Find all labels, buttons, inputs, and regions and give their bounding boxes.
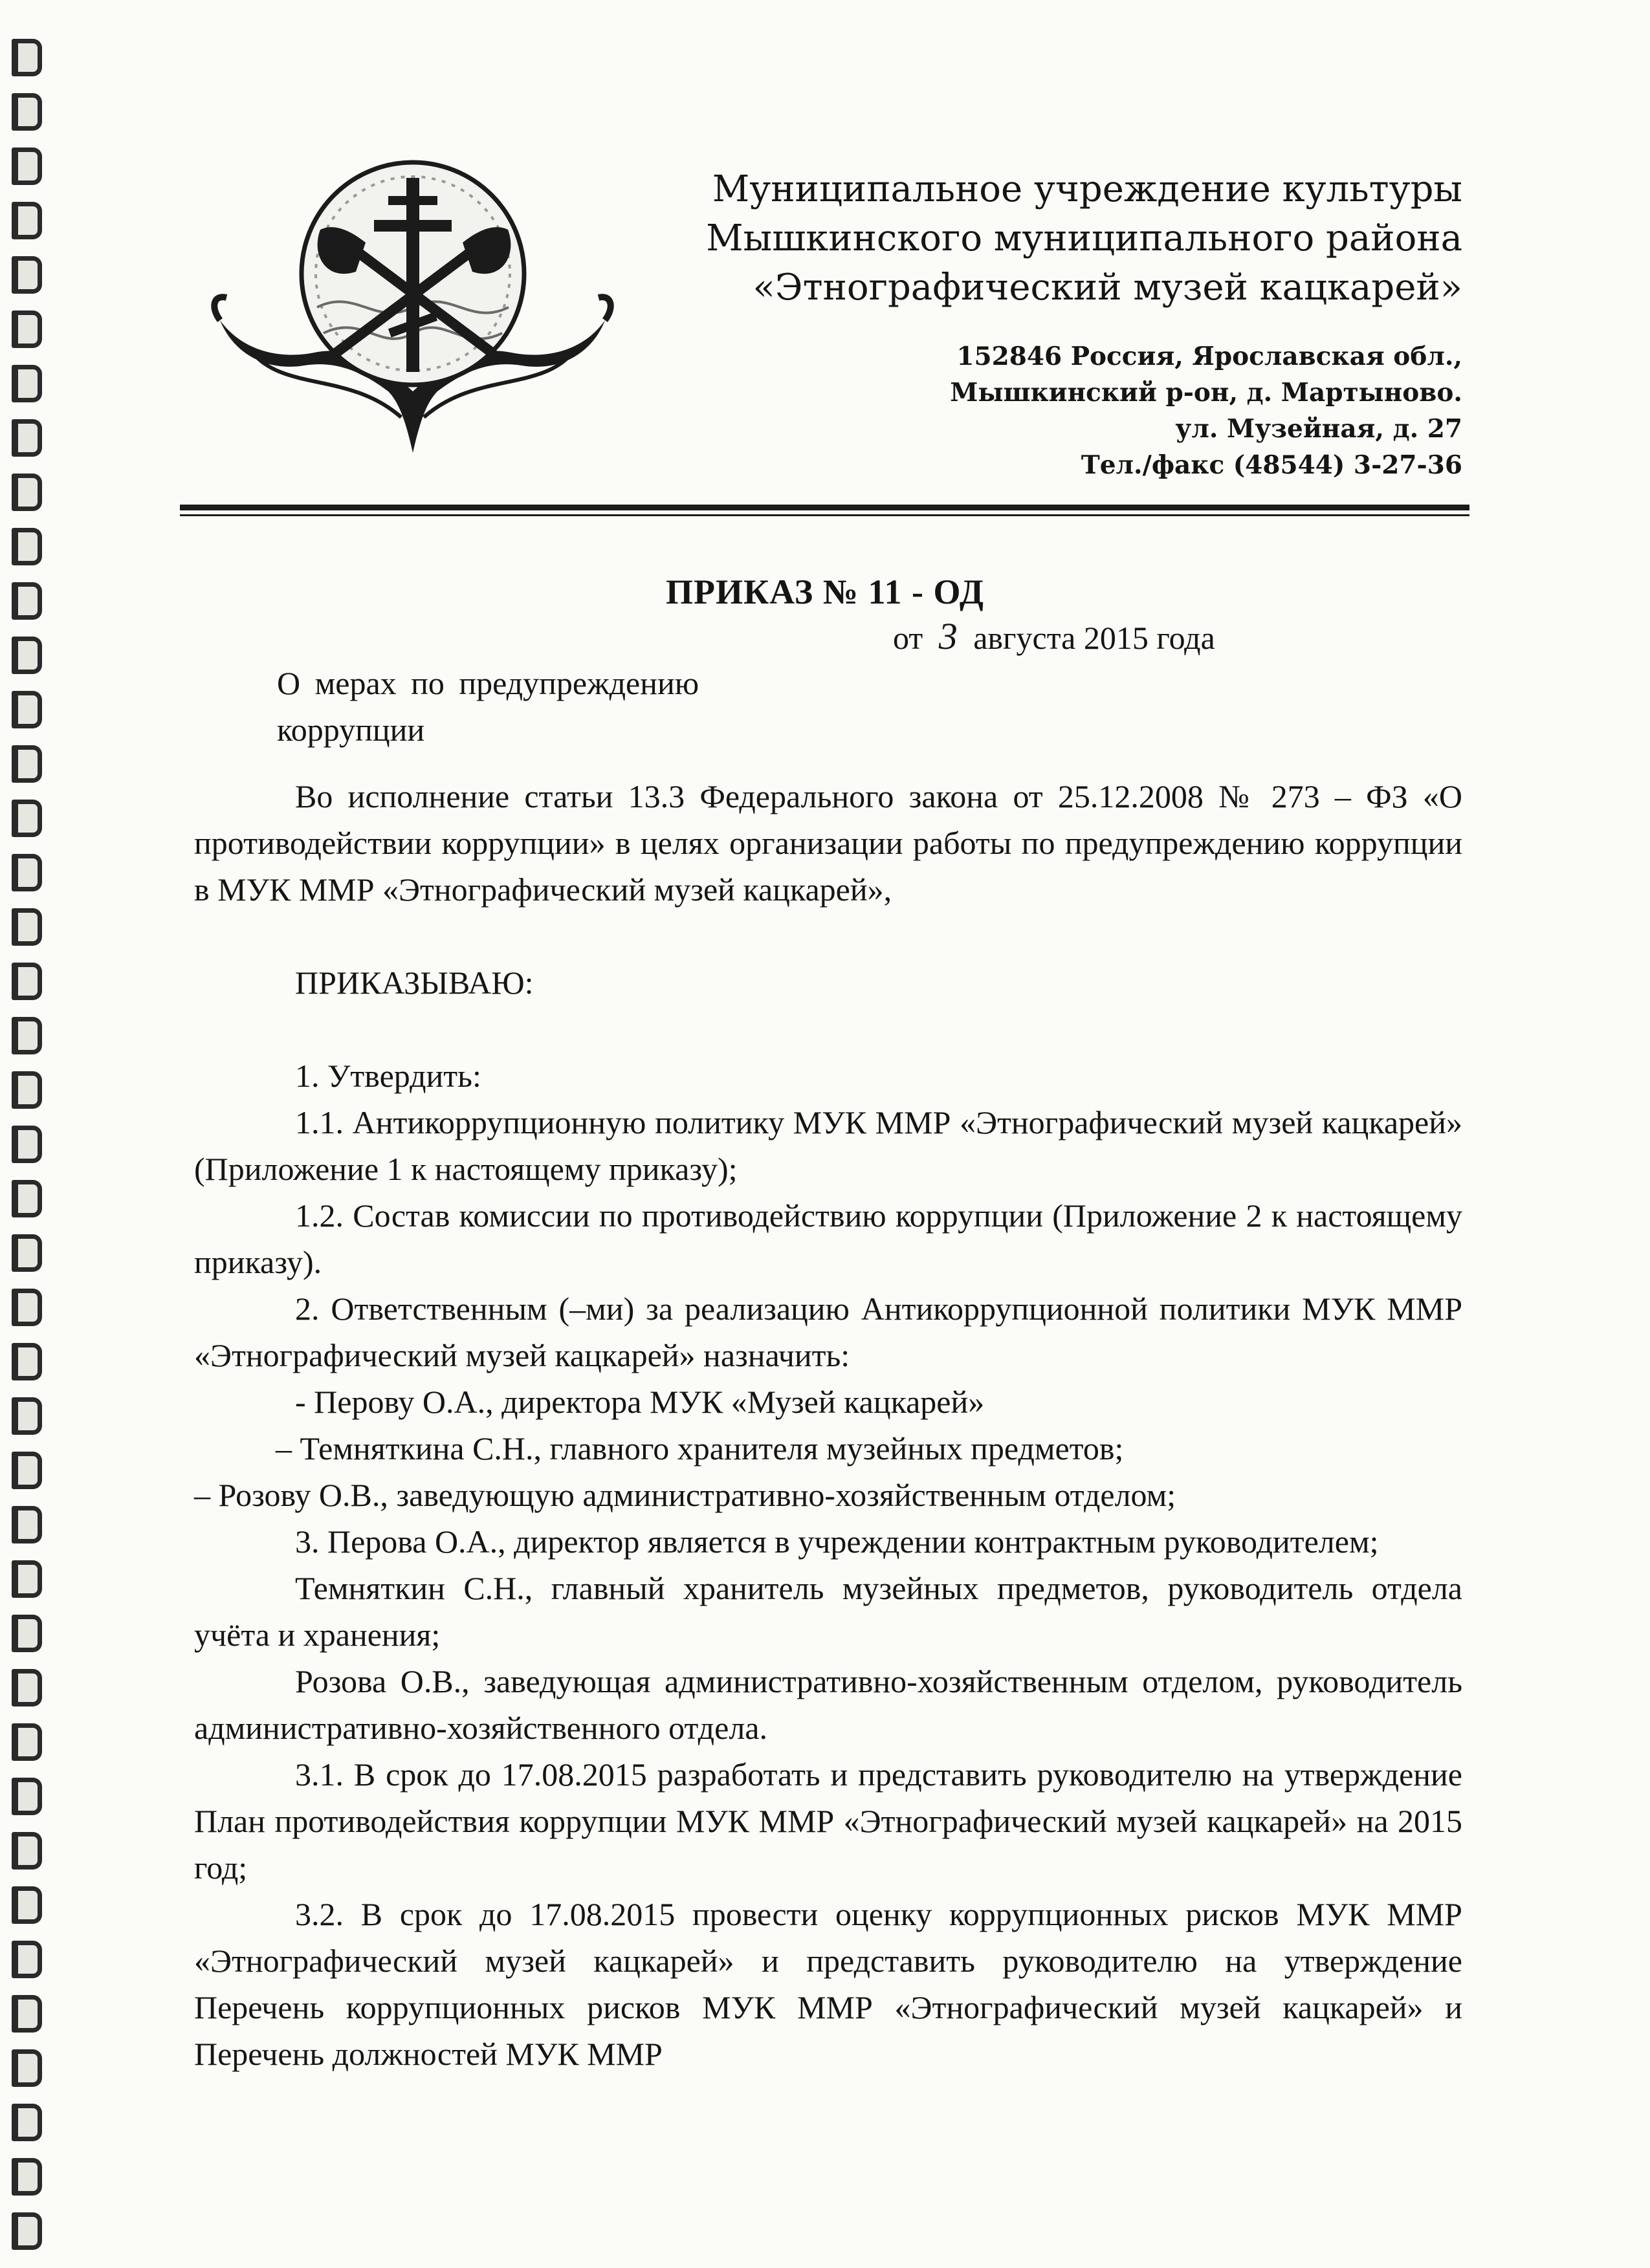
item-3-1: 3.1. В срок до 17.08.2015 разработать и представить руководителю на утверждение План противодействия коррупции МУК ММР «Этнографический музей кацкарей» на 2015 год; (194, 1756, 1462, 1886)
binding-ring (12, 745, 42, 783)
date-day-handwritten: 3 (938, 615, 958, 657)
binding-ring (12, 691, 42, 728)
order-subject (277, 660, 808, 753)
binding-ring (12, 2158, 42, 2196)
binding-ring (12, 1343, 42, 1380)
binding-ring (12, 1017, 42, 1054)
binding-ring (12, 1886, 42, 1924)
binding-ring (12, 528, 42, 565)
binding-ring (12, 1723, 42, 1761)
binding-ring (12, 1832, 42, 1870)
binding-ring (12, 474, 42, 511)
responsible-3: – Розову О.В., заведующую административно-хозяйственным отделом; (194, 1477, 1176, 1513)
subject-line-1: О мерах по предупреждению (277, 665, 699, 701)
binding-ring (12, 1289, 42, 1326)
address-line-1: 152846 Россия, Ярославская обл., (956, 342, 1462, 371)
binding-ring (12, 1180, 42, 1217)
binding-ring (12, 1234, 42, 1272)
binding-ring (12, 2049, 42, 2087)
binding-ring (12, 1506, 42, 1543)
item-1-1: 1.1. Антикоррупционную политику МУК ММР «Этнографический музей кацкарей» (Приложение 1 к настоящему приказу); (194, 1104, 1462, 1187)
binding-ring (12, 147, 42, 185)
binding-ring (12, 637, 42, 674)
item-3-person-2: Темняткин С.Н., главный хранитель музейных предметов, руководитель отдела учёта и хранения; (194, 1570, 1462, 1653)
item-3-person-3: Розова О.В., заведующая административно-хозяйственным отделом, руководитель административно-хозяйственного отдела. (194, 1663, 1462, 1746)
binding-ring (12, 1778, 42, 1815)
binding-ring (12, 908, 42, 946)
binding-ring (12, 854, 42, 891)
subject-line-2: коррупции (277, 712, 425, 748)
item-2: 2. Ответственным (–ми) за реализацию Антикоррупционной политики МУК ММР «Этнографический музей кацкарей» назначить: (194, 1291, 1462, 1373)
order-date (893, 615, 1215, 658)
binding-ring (12, 1560, 42, 1598)
binding-ring (12, 1452, 42, 1489)
binding-ring (12, 1669, 42, 1706)
responsible-2: – Темняткина С.Н., главного хранителя музейных предметов; (276, 1430, 1124, 1467)
address-line-2: Мышкинский р-он, д. Мартыново. (950, 378, 1462, 408)
item-1-2: 1.2. Состав комиссии по противодействию коррупции (Приложение 2 к настоящему приказу). (194, 1197, 1462, 1280)
date-prefix: от (893, 620, 923, 656)
binding-ring (12, 39, 42, 76)
item-1: 1. Утвердить: (295, 1058, 481, 1094)
museum-emblem-icon (207, 158, 618, 456)
binding-ring (12, 93, 42, 131)
org-name-line-3: «Этнографический музей кацкарей» (753, 267, 1462, 309)
org-name-line-2: Мышкинского муниципального района (706, 217, 1462, 259)
binding-ring (12, 2104, 42, 2141)
binding-ring (12, 1615, 42, 1652)
binding-ring (12, 419, 42, 457)
binding-ring (12, 256, 42, 294)
org-name-line-1: Муниципальное учреждение культуры (712, 168, 1462, 210)
address-block (706, 338, 1462, 483)
binding-ring (12, 1397, 42, 1435)
order-body (194, 773, 1462, 2077)
binding-ring (12, 1126, 42, 1163)
binding-ring (12, 963, 42, 1000)
date-month-year: августа 2015 года (973, 620, 1215, 656)
address-line-3: ул. Музейная, д. 27 (1175, 414, 1462, 444)
spiral-binding (0, 0, 61, 2268)
binding-ring (12, 202, 42, 239)
preamble-paragraph: Во исполнение статьи 13.3 Федерального закона от 25.12.2008 № 273 – ФЗ «О противодействии коррупции» в целях организации работы по предупреждению коррупции в МУК ММР «Этнографический музей кацкарей», (194, 778, 1462, 908)
binding-ring (12, 1071, 42, 1109)
binding-ring (12, 800, 42, 837)
binding-ring (12, 1941, 42, 1978)
item-3: 3. Перова О.А., директор является в учреждении контрактным руководителем; (295, 1523, 1379, 1560)
binding-ring (12, 2212, 42, 2250)
binding-ring (12, 311, 42, 348)
item-3-2: 3.2. В срок до 17.08.2015 провести оценку коррупционных рисков МУК ММР «Этнографический музей кацкарей» и представить руководителю на утверждение Перечень коррупционных рисков МУК ММР «Этнографический музей кацкарей» и Перечень должностей МУК ММР (194, 1896, 1462, 2072)
phone-fax-line: Тел./факс (48544) 3-27-36 (1081, 450, 1462, 480)
order-title: ПРИКАЗ № 11 - ОД (665, 572, 985, 611)
header-divider-thin (180, 514, 1469, 516)
header-divider (180, 505, 1469, 510)
binding-ring (12, 1995, 42, 2033)
binding-ring (12, 365, 42, 402)
responsible-1: - Перову О.А., директора МУК «Музей кацкарей» (295, 1384, 985, 1420)
letterhead (706, 165, 1462, 483)
order-directive: ПРИКАЗЫВАЮ: (295, 965, 534, 1001)
